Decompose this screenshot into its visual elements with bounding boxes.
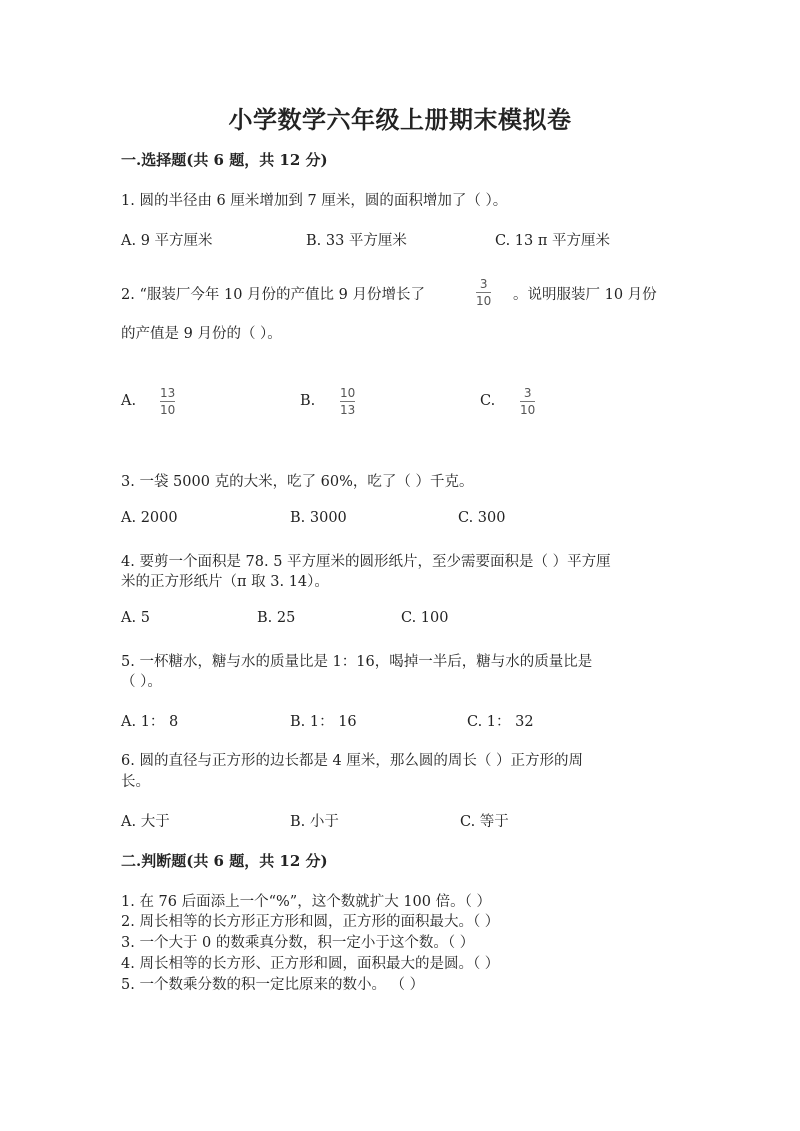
question-2-option-a-fraction [160,386,175,417]
fraction-denominator: 10 [160,403,176,417]
question-2-option-c-letter: C. [480,393,496,409]
question-3-text: 3. 一袋 5000 克的大米，吃了 60%，吃了（ ）千克。 [121,474,474,490]
question-6-line-1: 6. 圆的直径与正方形的边长都是 4 厘米，那么圆的周长（ ）正方形的周 [121,753,583,769]
question-6-line-2: 长。 [121,774,150,790]
question-5-option-a: A. 1： 8 [121,714,179,730]
question-5-line-2: （ ）。 [121,674,162,690]
question-2-fraction [476,277,491,308]
fraction-denominator: 10 [520,403,536,417]
question-5-option-c: C. 1： 32 [467,714,534,730]
question-3-option-b: B. 3000 [290,510,347,526]
question-1-option-b: B. 33 平方厘米 [306,233,407,249]
question-1-option-c: C. 13 π 平方厘米 [495,233,610,249]
question-2-option-a-letter: A. [121,393,137,409]
page-title: 小学数学六年级上册期末模拟卷 [228,105,572,134]
question-4-option-a: A. 5 [121,610,150,626]
judgment-item-1: 1. 在 76 后面添上一个“%”，这个数就扩大 100 倍。（ ） [121,894,491,910]
question-5-line-1: 5. 一杯糖水，糖与水的质量比是 1：16，喝掉一半后，糖与水的质量比是 [121,654,593,670]
question-4-line-2: 米的正方形纸片（π 取 3. 14）。 [121,574,329,590]
question-2-option-b-letter: B. [300,393,316,409]
section-heading-choice: 一.选择题(共 6 题，共 12 分) [121,151,328,169]
question-6-option-a: A. 大于 [121,814,170,830]
section-heading-true-false: 二.判断题(共 6 题，共 12 分) [121,852,328,870]
fraction-numerator: 10 [340,386,356,400]
question-4-line-1: 4. 要剪一个面积是 78. 5 平方厘米的圆形纸片，至少需要面积是（ ）平方厘 [121,554,611,570]
question-6-option-b: B. 小于 [290,814,339,830]
question-2-line-2: 的产值是 9 月份的（ ）。 [121,326,282,342]
question-3-option-a: A. 2000 [121,510,178,526]
question-1-text: 1. 圆的半径由 6 厘米增加到 7 厘米，圆的面积增加了（ ）。 [121,193,508,209]
fraction-denominator: 10 [476,294,492,308]
question-5-option-b: B. 1： 16 [290,714,357,730]
fraction-numerator: 13 [160,386,176,400]
judgment-item-4: 4. 周长相等的长方形、正方形和圆，面积最大的是圆。（ ） [121,956,500,972]
fraction-bar [160,401,175,402]
fraction-bar [476,292,491,293]
judgment-item-2: 2. 周长相等的长方形正方形和圆，正方形的面积最大。（ ） [121,914,500,930]
fraction-numerator: 3 [479,277,488,291]
fraction-denominator: 13 [340,403,356,417]
question-2-line-1-end: 。说明服装厂 10 月份 [513,287,657,303]
question-2-option-b-fraction [340,386,355,417]
question-2-option-c-fraction [520,386,535,417]
question-4-option-b: B. 25 [257,610,296,626]
question-3-option-c: C. 300 [458,510,506,526]
question-2-line-1: 2. “服装厂今年 10 月份的产值比 9 月份增长了 [121,287,425,303]
question-6-option-c: C. 等于 [460,814,509,830]
judgment-item-3: 3. 一个大于 0 的数乘真分数，积一定小于这个数。（ ） [121,935,475,951]
question-1-option-a: A. 9 平方厘米 [121,233,213,249]
question-4-option-c: C. 100 [401,610,449,626]
judgment-item-5: 5. 一个数乘分数的积一定比原来的数小。 （ ） [121,977,425,993]
fraction-bar [340,401,355,402]
fraction-bar [520,401,535,402]
fraction-numerator: 3 [523,386,532,400]
